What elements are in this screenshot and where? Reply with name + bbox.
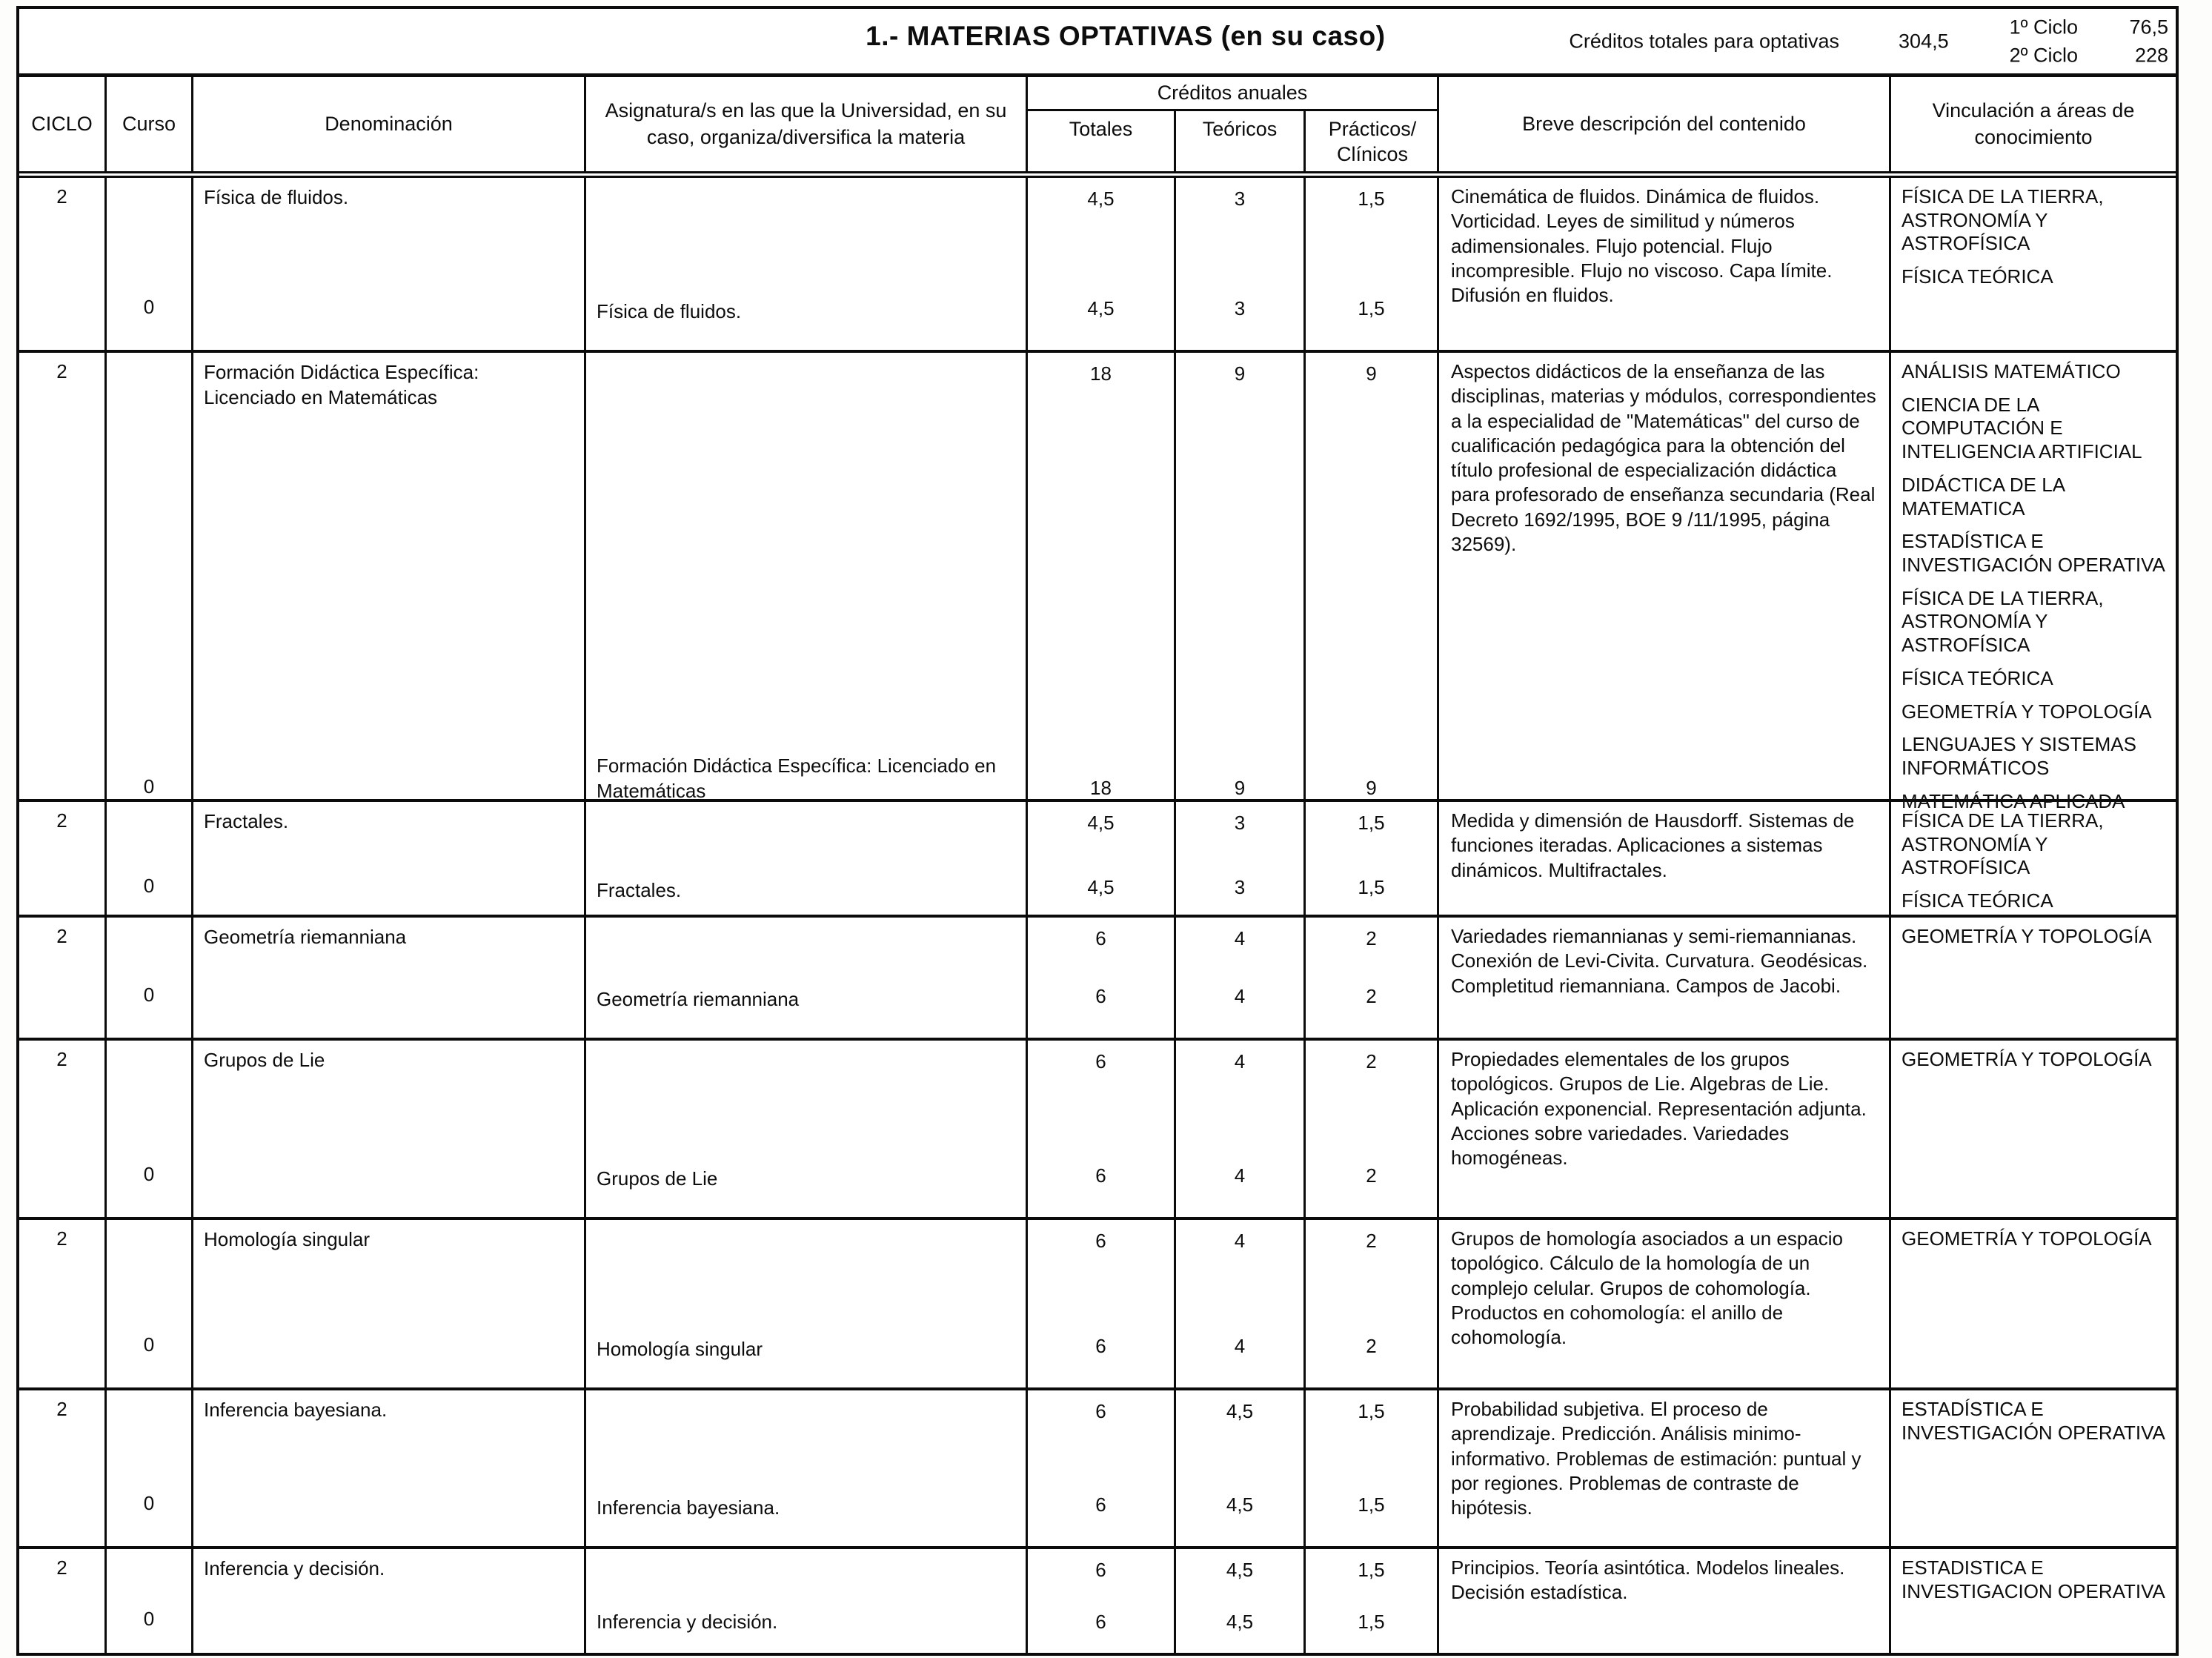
- cell-descripcion: Principios. Teoría asintótica. Modelos lineales. Decisión estadística.: [1439, 1549, 1891, 1653]
- cell-ciclo: 2: [19, 178, 107, 350]
- asignatura-value: Física de fluidos.: [597, 300, 742, 323]
- asignatura-practicos: 9: [1366, 776, 1377, 799]
- cell-curso: [107, 918, 193, 1038]
- asignatura-practicos: 1,5: [1358, 297, 1385, 319]
- materia-practicos: 1,5: [1358, 1400, 1385, 1422]
- curso-value: 0: [143, 775, 155, 798]
- cell-ciclo: 2: [19, 918, 107, 1038]
- cell-denominacion: Geometría riemanniana: [193, 918, 586, 1038]
- column-header-practicos: Prácticos/ Clínicos: [1328, 118, 1417, 165]
- area-item: FÍSICA DE LA TIERRA, ASTRONOMÍA Y ASTROFÍSICA: [1902, 586, 2104, 657]
- asignatura-practicos: 1,5: [1358, 875, 1385, 898]
- cell-creditos-practicos: [1306, 1220, 1439, 1387]
- materia-totales: 18: [1090, 362, 1112, 385]
- page-title: 1.- MATERIAS OPTATIVAS (en su caso): [866, 21, 1386, 51]
- materia-teoricos: 4,5: [1226, 1400, 1254, 1422]
- cell-asignatura: [586, 918, 1028, 1038]
- curso-value: 0: [143, 984, 155, 1006]
- asignatura-teoricos: 4,5: [1226, 1493, 1254, 1516]
- materia-teoricos: 3: [1234, 188, 1246, 210]
- cell-creditos-totales: [1028, 918, 1176, 1038]
- cell-areas: [1891, 1041, 2176, 1217]
- cell-denominacion: Fractales.: [193, 802, 586, 929]
- cell-creditos-practicos: [1306, 178, 1439, 350]
- cell-asignatura: [586, 1041, 1028, 1217]
- table-row: [19, 1041, 2176, 1220]
- asignatura-value: Fractales.: [597, 879, 682, 902]
- cell-descripcion: Variedades riemannianas y semi-riemannianas. Conexión de Levi-Civita. Curvatura. Geodésicas. Completitud riemanniana. Campos de Jacobi.: [1439, 918, 1891, 1038]
- cycle1-label: 1º Ciclo: [2009, 16, 2078, 38]
- cell-curso: [107, 1220, 193, 1387]
- cell-creditos-teoricos: [1176, 918, 1306, 1038]
- area-item: DIDÁCTICA DE LA MATEMATICA: [1902, 473, 2065, 520]
- cell-descripcion: Probabilidad subjetiva. El proceso de aprendizaje. Predicción. Análisis minimo-informativo. Problemas de estimación: puntual y por regiones. Problemas de contraste de hipótesis.: [1439, 1390, 1891, 1546]
- credits-total-label: Créditos totales para optativas: [1569, 30, 1840, 52]
- materia-totales: 6: [1095, 1559, 1106, 1581]
- cell-curso: [107, 1390, 193, 1546]
- cell-descripcion: Grupos de homología asociados a un espacio topológico. Cálculo de la homología de un complejo celular. Grupos de cohomología. Productos en cohomología: el anillo de cohomología.: [1439, 1220, 1891, 1387]
- cycle2-label: 2º Ciclo: [2009, 44, 2078, 66]
- asignatura-teoricos: 4: [1234, 1164, 1246, 1187]
- area-item: GEOMETRÍA Y TOPOLOGÍA: [1902, 1227, 2152, 1250]
- asignatura-practicos: 2: [1366, 1335, 1377, 1357]
- credits-summary: [1569, 16, 2168, 67]
- cell-curso: [107, 802, 193, 929]
- cell-denominacion: Grupos de Lie: [193, 1041, 586, 1217]
- curso-value: 0: [143, 1333, 155, 1356]
- cell-creditos-totales: [1028, 1390, 1176, 1546]
- cell-areas: [1891, 802, 2176, 929]
- cell-creditos-totales: [1028, 802, 1176, 929]
- cell-denominacion: Formación Didáctica Específica: Licenciado en Matemáticas: [193, 353, 586, 829]
- cell-creditos-practicos: [1306, 918, 1439, 1038]
- cell-creditos-totales: [1028, 1041, 1176, 1217]
- cell-ciclo: 2: [19, 1041, 107, 1217]
- column-header-creditos-anuales: Créditos anuales: [1028, 77, 1437, 111]
- cell-creditos-teoricos: [1176, 802, 1306, 929]
- column-header-teoricos: Teóricos: [1176, 111, 1306, 171]
- cell-ciclo: 2: [19, 1220, 107, 1387]
- asignatura-value: Grupos de Lie: [597, 1167, 718, 1190]
- area-item: FÍSICA TEÓRICA: [1902, 666, 2053, 689]
- asignatura-teoricos: 9: [1234, 776, 1246, 799]
- asignatura-teoricos: 3: [1234, 875, 1246, 898]
- cell-asignatura: [586, 1220, 1028, 1387]
- cell-creditos-practicos: [1306, 1390, 1439, 1546]
- curso-value: 0: [143, 1608, 155, 1630]
- materia-teoricos: 9: [1234, 362, 1246, 385]
- cell-asignatura: [586, 802, 1028, 929]
- asignatura-value: Inferencia bayesiana.: [597, 1496, 780, 1519]
- cell-creditos-practicos: [1306, 1549, 1439, 1653]
- area-item: FÍSICA DE LA TIERRA, ASTRONOMÍA Y ASTROFÍSICA: [1902, 185, 2104, 255]
- area-item: LENGUAJES Y SISTEMAS INFORMÁTICOS: [1902, 733, 2136, 780]
- column-header-vinculacion: Vinculación a áreas de conocimiento: [1932, 99, 2135, 148]
- cell-creditos-totales: [1028, 178, 1176, 350]
- area-item: GEOMETRÍA Y TOPOLOGÍA: [1902, 1048, 2152, 1070]
- cell-creditos-totales: [1028, 353, 1176, 829]
- cell-ciclo: 2: [19, 802, 107, 929]
- cell-curso: [107, 178, 193, 350]
- cell-creditos-practicos: [1306, 353, 1439, 829]
- area-item: GEOMETRÍA Y TOPOLOGÍA: [1902, 700, 2152, 723]
- area-item: FÍSICA TEÓRICA: [1902, 265, 2053, 288]
- table-row: [19, 1390, 2176, 1549]
- cell-asignatura: [586, 1390, 1028, 1546]
- materia-totales: 4,5: [1087, 812, 1115, 834]
- cell-creditos-practicos: [1306, 802, 1439, 929]
- area-item: ESTADÍSTICA E INVESTIGACIÓN OPERATIVA: [1902, 1398, 2165, 1444]
- area-item: ESTADÍSTICA E INVESTIGACIÓN OPERATIVA: [1902, 530, 2165, 577]
- materia-practicos: 2: [1366, 927, 1377, 949]
- materia-practicos: 1,5: [1358, 812, 1385, 834]
- cell-ciclo: 2: [19, 353, 107, 829]
- curso-value: 0: [143, 296, 155, 318]
- asignatura-totales: 6: [1095, 1611, 1106, 1633]
- asignatura-totales: 18: [1090, 776, 1112, 799]
- asignatura-totales: 6: [1095, 1493, 1106, 1516]
- asignatura-teoricos: 4: [1234, 1335, 1246, 1357]
- title-band: [19, 9, 2176, 77]
- area-item: FÍSICA DE LA TIERRA, ASTRONOMÍA Y ASTROFÍSICA: [1902, 809, 2104, 879]
- column-header-totales: Totales: [1028, 111, 1176, 171]
- cell-creditos-totales: [1028, 1549, 1176, 1653]
- cell-ciclo: 2: [19, 1390, 107, 1546]
- materia-totales: 4,5: [1087, 188, 1115, 210]
- asignatura-practicos: 2: [1366, 985, 1377, 1007]
- cell-curso: [107, 1549, 193, 1653]
- cell-denominacion: Inferencia bayesiana.: [193, 1390, 586, 1546]
- cell-areas: [1891, 1390, 2176, 1546]
- cell-denominacion: Inferencia y decisión.: [193, 1549, 586, 1653]
- asignatura-practicos: 1,5: [1358, 1611, 1385, 1633]
- cycle-credits-block: [2010, 16, 2168, 67]
- asignatura-value: Inferencia y decisión.: [597, 1611, 778, 1634]
- column-header-creditos-group: [1028, 77, 1439, 171]
- table-row: [19, 1549, 2176, 1653]
- cycle1-value: 76,5: [2129, 16, 2168, 38]
- cell-creditos-teoricos: [1176, 353, 1306, 829]
- curso-value: 0: [143, 874, 155, 897]
- asignatura-teoricos: 4: [1234, 985, 1246, 1007]
- column-header-row: [19, 77, 2176, 178]
- cell-areas: [1891, 1220, 2176, 1387]
- cell-curso: [107, 353, 193, 829]
- materia-practicos: 9: [1366, 362, 1377, 385]
- asignatura-totales: 4,5: [1087, 875, 1115, 898]
- area-item: MATEMÁTICA APLICADA: [1902, 789, 2125, 812]
- materia-totales: 6: [1095, 1400, 1106, 1422]
- asignatura-teoricos: 3: [1234, 297, 1246, 319]
- asignatura-totales: 6: [1095, 985, 1106, 1007]
- materia-teoricos: 4,5: [1226, 1559, 1254, 1581]
- materia-practicos: 2: [1366, 1230, 1377, 1252]
- cell-creditos-teoricos: [1176, 1041, 1306, 1217]
- cell-creditos-teoricos: [1176, 1390, 1306, 1546]
- cell-areas: [1891, 353, 2176, 829]
- table-row: [19, 1220, 2176, 1390]
- table-row: [19, 918, 2176, 1041]
- asignatura-value: Homología singular: [597, 1338, 763, 1361]
- column-header-asignatura: Asignatura/s en las que la Universidad, en su caso, organiza/diversifica la materia: [586, 77, 1028, 171]
- cell-denominacion: Física de fluidos.: [193, 178, 586, 350]
- cell-creditos-totales: [1028, 1220, 1176, 1387]
- cell-creditos-teoricos: [1176, 1220, 1306, 1387]
- cell-descripcion: Aspectos didácticos de la enseñanza de las disciplinas, materias y módulos, correspondientes a la especialidad de "Matemáticas" del curso de cualificación pedagógica para la obtención del título profesional de especialización didáctica para profesorado de enseñanza secundaria (Real Decreto 1692/1995, BOE 9 /11/1995, página 32569).: [1439, 353, 1891, 829]
- asignatura-value: Geometría riemanniana: [597, 988, 800, 1011]
- cell-asignatura: [586, 1549, 1028, 1653]
- materia-teoricos: 4: [1234, 927, 1246, 949]
- asignatura-value: Formación Didáctica Específica: Licenciado en Matemáticas: [597, 754, 997, 802]
- materia-practicos: 1,5: [1358, 188, 1385, 210]
- cell-descripcion: Medida y dimensión de Hausdorff. Sistemas de funciones iteradas. Aplicaciones a sistemas dinámicos. Multifractales.: [1439, 802, 1891, 929]
- area-item: CIENCIA DE LA COMPUTACIÓN E INTELIGENCIA ARTIFICIAL: [1902, 393, 2142, 463]
- curso-value: 0: [143, 1163, 155, 1185]
- cell-areas: [1891, 178, 2176, 350]
- table-row: [19, 802, 2176, 918]
- creditos-subheaders: [1028, 111, 1437, 171]
- cell-descripcion: Propiedades elementales de los grupos topológicos. Grupos de Lie. Algebras de Lie. Aplicación exponencial. Representación adjunta. Acciones sobre variedades. Variedades homogéneas.: [1439, 1041, 1891, 1217]
- materia-teoricos: 4: [1234, 1230, 1246, 1252]
- materia-totales: 6: [1095, 1050, 1106, 1072]
- asignatura-totales: 6: [1095, 1164, 1106, 1187]
- table-row: [19, 178, 2176, 353]
- asignatura-teoricos: 4,5: [1226, 1611, 1254, 1633]
- curriculum-table: [16, 6, 2179, 1656]
- table-row: [19, 353, 2176, 812]
- column-header-curso: Curso: [107, 77, 193, 171]
- column-header-descripcion: Breve descripción del contenido: [1439, 77, 1891, 171]
- asignatura-totales: 6: [1095, 1335, 1106, 1357]
- column-header-ciclo: CICLO: [19, 77, 107, 171]
- materia-totales: 6: [1095, 927, 1106, 949]
- materia-totales: 6: [1095, 1230, 1106, 1252]
- area-item: GEOMETRÍA Y TOPOLOGÍA: [1902, 925, 2152, 947]
- curso-value: 0: [143, 1492, 155, 1514]
- cell-denominacion: Homología singular: [193, 1220, 586, 1387]
- area-item: ESTADISTICA E INVESTIGACION OPERATIVA: [1902, 1556, 2165, 1602]
- area-item: FÍSICA TEÓRICA: [1902, 889, 2053, 912]
- cell-descripcion: Cinemática de fluidos. Dinámica de fluidos. Vorticidad. Leyes de similitud y números adimensionales. Flujo potencial. Flujo incompresible. Flujo no viscoso. Capa límite. Difusión en fluidos.: [1439, 178, 1891, 350]
- credits-total-value: 304,5: [1899, 30, 1949, 52]
- materia-practicos: 1,5: [1358, 1559, 1385, 1581]
- area-item: ANÁLISIS MATEMÁTICO: [1902, 360, 2121, 382]
- cell-ciclo: 2: [19, 1549, 107, 1653]
- cell-curso: [107, 1041, 193, 1217]
- cell-creditos-teoricos: [1176, 178, 1306, 350]
- cycle2-value: 228: [2134, 44, 2168, 66]
- asignatura-practicos: 2: [1366, 1164, 1377, 1187]
- asignatura-totales: 4,5: [1087, 297, 1115, 319]
- cell-areas: [1891, 1549, 2176, 1653]
- cell-asignatura: [586, 178, 1028, 350]
- materia-teoricos: 3: [1234, 812, 1246, 834]
- cell-areas: [1891, 918, 2176, 1038]
- cell-creditos-teoricos: [1176, 1549, 1306, 1653]
- materia-practicos: 2: [1366, 1050, 1377, 1072]
- cell-creditos-practicos: [1306, 1041, 1439, 1217]
- column-header-denominacion: Denominación: [193, 77, 586, 171]
- cell-asignatura: [586, 353, 1028, 829]
- materia-teoricos: 4: [1234, 1050, 1246, 1072]
- asignatura-practicos: 1,5: [1358, 1493, 1385, 1516]
